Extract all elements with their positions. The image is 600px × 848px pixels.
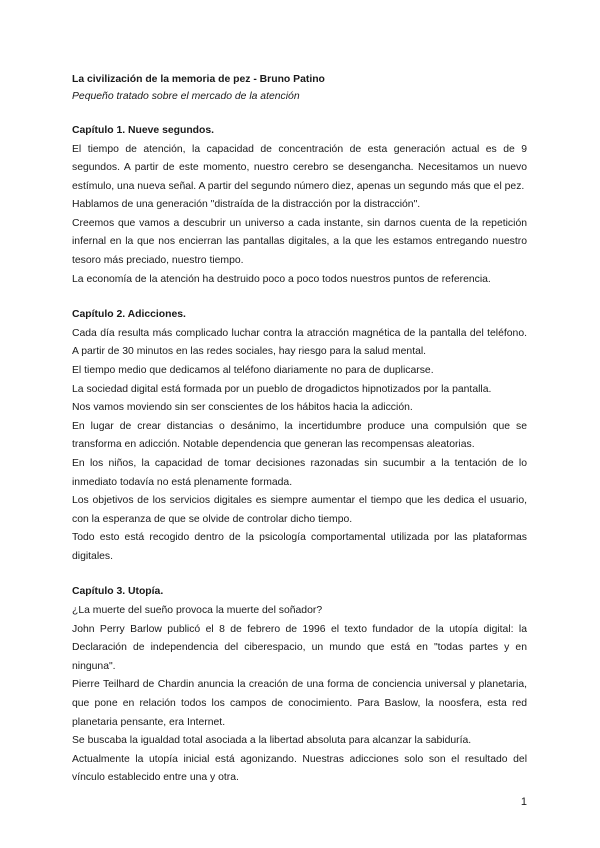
paragraph: Actualmente la utopía inicial está agonizando. Nuestras adicciones solo son el resultado del vínculo establecido entre una y otra. [72,753,527,784]
document-subtitle: Pequeño tratado sobre el mercado de la atención [72,91,300,102]
paragraph: Cada día resulta más complicado luchar contra la atracción magnética de la pantalla del teléfono. A partir de 30 minutos en las redes sociales, hay riesgo para la salud mental. [72,327,527,358]
document-title: La civilización de la memoria de pez - Bruno Patino [72,74,325,85]
paragraph: La sociedad digital está formada por un pueblo de drogadictos hipnotizados por la pantalla. [72,383,492,395]
paragraph: El tiempo de atención, la capacidad de concentración de esta generación actual es de 9 segundos. A partir de este momento, nuestro cerebro se desengancha. Necesitamos un nuevo estímulo, una nueva señal. A partir del segundo número diez, apenas un segundo más que el pez. [72,143,527,192]
chapter-heading: Capítulo 2. Adicciones. [72,309,186,321]
page-number: 1 [520,796,527,808]
paragraph: El tiempo medio que dedicamos al teléfono diariamente no para de duplicarse. [72,364,434,376]
chapter-1 [72,122,527,289]
paragraph: John Perry Barlow publicó el 8 de febrero de 1996 el texto fundador de la utopía digital: la Declaración de independencia del ciberespacio, un mundo que está en "todas partes y en ninguna". [72,623,527,672]
chapter-2 [72,306,527,566]
paragraph: ¿La muerte del sueño provoca la muerte del soñador? [72,604,323,616]
paragraph: Pierre Teilhard de Chardin anuncia la creación de una forma de conciencia universal y planetaria, que pone en relación todos los campos de conocimiento. Para Baslow, la noosfera, esta red planetaria pensante, era Internet. [72,679,527,728]
paragraph: Se buscaba la igualdad total asociada a la libertad absoluta para alcanzar la sabiduría. [72,735,472,747]
chapter-heading: Capítulo 3. Utopía. [72,586,164,598]
paragraph: En lugar de crear distancias o desánimo, la incertidumbre produce una compulsión que se transforma en adicción. Notable dependencia que generan las recompensas aleatorias. [72,420,527,451]
paragraph: Todo esto está recogido dentro de la psicología comportamental utilizada por las plataformas digitales. [72,532,527,562]
paragraph: La economía de la atención ha destruido poco a poco todos nuestros puntos de referencia. [72,273,491,285]
chapter-heading: Capítulo 1. Nueve segundos. [72,125,215,136]
document-page [72,71,527,788]
paragraph: En los niños, la capacidad de tomar decisiones razonadas sin sucumbir a la tentación de lo inmediato todavía no está plenamente formada. [72,457,527,488]
paragraph: Nos vamos moviendo sin ser conscientes de los hábitos hacia la adicción. [72,402,413,414]
paragraph: Hablamos de una generación "distraída de la distracción por la distracción". [72,199,421,211]
paragraph: Los objetivos de los servicios digitales es siempre aumentar el tiempo que les dedica el usuario, con la esperanza de que se olvide de controlar dicho tiempo. [72,495,527,525]
paragraph: Creemos que vamos a descubrir un universo a cada instante, sin darnos cuenta de la repetición infernal en la que nos encierran las pantallas digitales, a la que les estamos entregando nuestro tesoro más preciado, nuestro tiempo. [72,217,527,267]
chapter-3 [72,583,527,787]
